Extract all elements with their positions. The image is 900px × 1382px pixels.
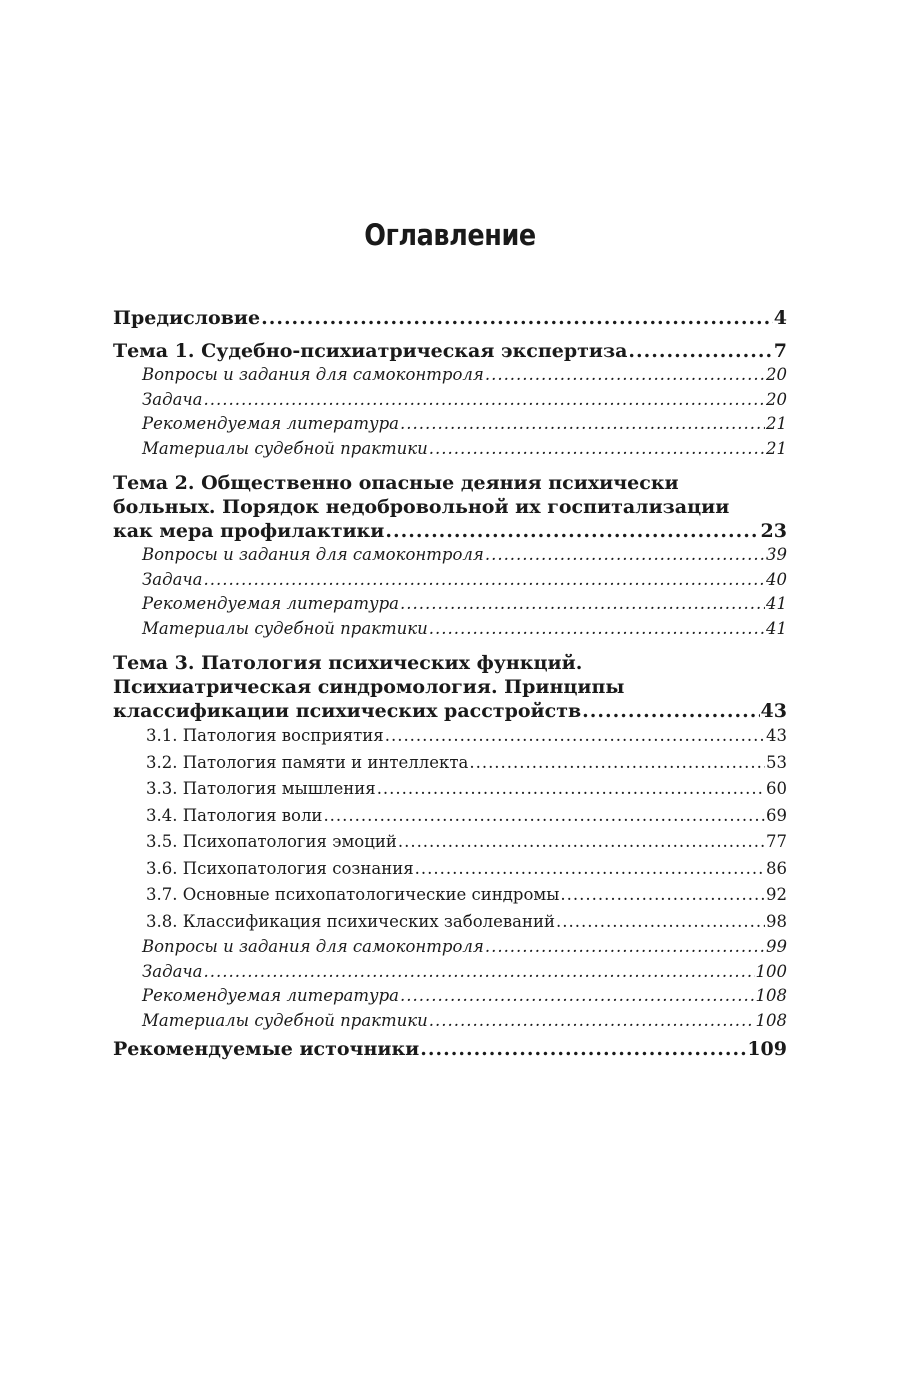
toc-page-number: 7 [773, 340, 787, 362]
toc-subentry[interactable] [113, 592, 787, 617]
toc-section-title: 3.7. Основные психопатологические синдромы [146, 885, 560, 904]
toc-subentry[interactable] [113, 412, 787, 437]
toc-page-number: 21 [766, 414, 787, 433]
toc-page-number: 53 [766, 752, 787, 772]
toc-page-number: 109 [747, 1038, 787, 1060]
leader-dots [415, 856, 765, 883]
toc-section-title: 3.1. Патология восприятия [146, 726, 384, 745]
toc-section[interactable] [113, 803, 787, 830]
toc-page-number: 69 [766, 805, 787, 825]
toc-subentry[interactable] [113, 363, 787, 388]
leader-dots [261, 306, 773, 330]
toc-subentry[interactable] [113, 543, 787, 568]
toc-page-number: 20 [766, 365, 787, 384]
toc-entry-title: Рекомендуемые источники [113, 1038, 420, 1060]
toc-subentry-title: Рекомендуемая литература [142, 594, 400, 613]
toc-entry-title-line: Тема 2. Общественно опасные деяния психически [113, 472, 679, 494]
toc-page-number: 43 [766, 726, 787, 745]
toc-entry-title-line: классификации психических расстройств [113, 700, 582, 722]
toc-subentry-title: Материалы судебной практики [142, 1010, 428, 1030]
toc-page-number: 60 [766, 779, 787, 798]
toc-subentry[interactable] [113, 1009, 787, 1034]
toc-page-number: 92 [766, 885, 787, 904]
leader-dots [377, 776, 765, 803]
leader-dots [204, 568, 765, 593]
toc-section[interactable] [113, 909, 787, 936]
leader-dots [323, 803, 765, 830]
toc-page-number: 4 [773, 307, 787, 329]
toc-subentry-title: Задача [142, 389, 203, 409]
toc-section[interactable] [113, 750, 787, 777]
toc-subentry-title: Вопросы и задания для самоконтроля [142, 365, 484, 384]
toc-section-title: 3.6. Психопатология сознания [146, 858, 414, 878]
leader-dots [429, 617, 765, 642]
page-title: Оглавление [364, 218, 536, 252]
toc-entry-title: Предисловие [113, 307, 261, 329]
toc-section-title: 3.8. Классификация психических заболеваний [146, 911, 556, 931]
leader-dots [420, 1037, 746, 1061]
toc-section-title: 3.3. Патология мышления [146, 779, 376, 798]
toc-entry-title-line: как мера профилактики [113, 520, 385, 542]
leader-dots [204, 388, 765, 413]
toc-section[interactable] [113, 776, 787, 803]
toc-entry-sources[interactable] [113, 1037, 787, 1061]
toc-section[interactable] [113, 829, 787, 856]
toc-subentry-title: Вопросы и задания для самоконтроля [142, 545, 484, 564]
leader-dots [485, 543, 765, 568]
leader-dots [469, 750, 765, 777]
toc-entry-title-line: Психиатрическая синдромология. Принципы [113, 676, 625, 698]
leader-dots [582, 699, 759, 723]
leader-dots [485, 363, 765, 388]
toc-subentry[interactable] [113, 437, 787, 462]
toc-page-number: 108 [755, 1010, 787, 1030]
toc-page-number: 41 [766, 618, 787, 638]
toc-page-number: 86 [766, 858, 787, 878]
leader-dots [400, 412, 765, 437]
toc-page-number: 77 [766, 832, 787, 851]
leader-dots [556, 909, 765, 936]
toc-page-number: 43 [760, 700, 787, 722]
toc-page-number: 98 [766, 911, 787, 931]
leader-dots [485, 935, 765, 960]
toc-subentry[interactable] [113, 984, 787, 1009]
toc-subentry-title: Материалы судебной практики [142, 618, 428, 638]
toc-subentry[interactable] [113, 388, 787, 413]
toc-section-title: 3.4. Патология воли [146, 805, 323, 825]
leader-dots [204, 960, 755, 985]
toc-entry-topic-1[interactable] [113, 339, 787, 363]
toc-subentry[interactable] [113, 960, 787, 985]
toc-page-number: 20 [766, 389, 787, 409]
toc-section[interactable] [113, 882, 787, 909]
toc-page-number: 39 [766, 545, 787, 564]
toc-section[interactable] [113, 856, 787, 883]
toc-page-number: 99 [766, 937, 787, 956]
leader-dots [385, 723, 765, 750]
toc-entry-title-line: больных. Порядок недобровольной их госпитализации [113, 496, 730, 518]
toc-subentry-title: Задача [142, 961, 203, 981]
toc-page-number: 23 [760, 520, 787, 542]
toc-subentry[interactable] [113, 617, 787, 642]
toc-subentry[interactable] [113, 935, 787, 960]
toc-section-title: 3.2. Патология памяти и интеллекта [146, 752, 469, 772]
toc-page-number: 108 [755, 986, 787, 1005]
toc-entry-preface[interactable] [113, 306, 787, 330]
toc-section[interactable] [113, 723, 787, 750]
toc-subentry-title: Материалы судебной практики [142, 438, 428, 458]
toc-subentry-title: Рекомендуемая литература [142, 986, 400, 1005]
toc-page-number: 100 [755, 961, 787, 981]
toc-entry-title-line: Тема 3. Патология психических функций. [113, 652, 583, 674]
toc-entry-topic-2[interactable] [113, 471, 787, 543]
leader-dots [628, 339, 772, 363]
toc-subentry-title: Вопросы и задания для самоконтроля [142, 937, 484, 956]
toc-subentry[interactable] [113, 568, 787, 593]
leader-dots [429, 1009, 755, 1034]
leader-dots [560, 882, 765, 909]
leader-dots [400, 592, 765, 617]
leader-dots [385, 519, 759, 543]
table-of-contents [113, 306, 787, 1061]
toc-entry-topic-3[interactable] [113, 651, 787, 723]
toc-page-number: 40 [766, 569, 787, 589]
toc-section-title: 3.5. Психопатология эмоций [146, 832, 397, 851]
toc-page-number: 21 [766, 438, 787, 458]
leader-dots [400, 984, 754, 1009]
toc-page-number: 41 [766, 594, 787, 613]
toc-subentry-title: Рекомендуемая литература [142, 414, 400, 433]
toc-subentry-title: Задача [142, 569, 203, 589]
toc-entry-title: Тема 1. Судебно-психиатрическая экспертиза [113, 340, 628, 362]
leader-dots [429, 437, 765, 462]
leader-dots [398, 829, 765, 856]
